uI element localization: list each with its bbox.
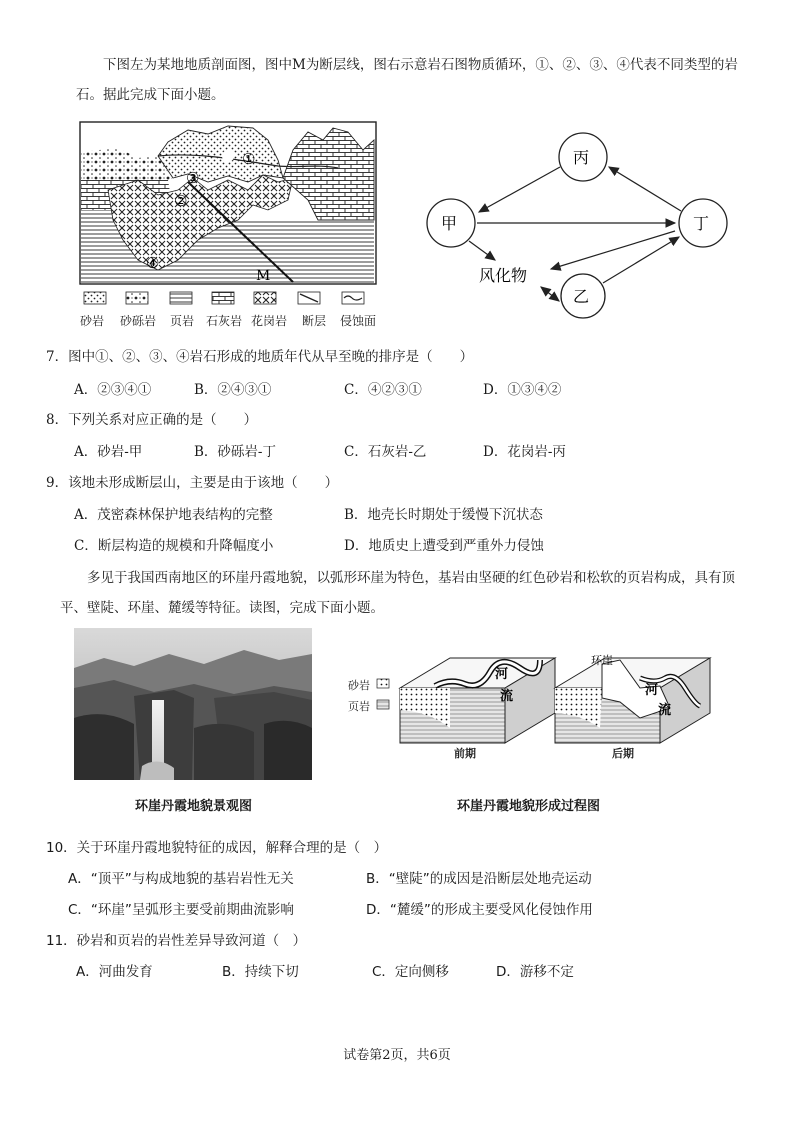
intro-paragraph-2: 多见于我国西南地区的环崖丹霞地貌，以弧形环崖为特色，基岩由坚硬的红色砂岩和松软的页岩构成，具有顶平、壁陡、环崖、麓缓等特征。读图，完成下面小题。	[60, 570, 735, 616]
intro-paragraph-1: 下图左为某地地质剖面图，图中M为断层线，图右示意岩石图物质循环，①、②、③、④代表不同类型的岩石。据此完成下面小题。	[76, 57, 738, 103]
geologic-cross-section	[78, 120, 380, 330]
question-8-stem: 8．下列关系对应正确的是（ ）	[46, 412, 258, 428]
q11-option-b[interactable]: B．持续下切	[222, 964, 299, 980]
marker-1: ①	[242, 150, 256, 168]
rock-cycle-diagram	[415, 125, 745, 320]
late-river-char-1: 河	[645, 683, 659, 698]
marker-3: ③	[186, 169, 200, 187]
q7-option-d[interactable]: D．①③④②	[483, 382, 562, 398]
node-jia: 甲	[441, 214, 458, 233]
late-river-char-2: 流	[658, 703, 672, 718]
node-ding: 丁	[693, 214, 710, 233]
question-11-stem: 11．砂岩和页岩的岩性差异导致河道（ ）	[46, 933, 307, 949]
q7-option-c[interactable]: C．④②③①	[344, 382, 422, 398]
legend-fault: 断层	[302, 314, 327, 328]
legend-erosion-surface: 侵蚀面	[340, 314, 377, 328]
q10-option-c[interactable]: C．“环崖”呈弧形主要受前期曲流影响	[68, 902, 294, 918]
early-river-char-1: 河	[495, 667, 509, 682]
marker-4: ④	[146, 254, 160, 272]
q7-option-a[interactable]: A．②③④①	[74, 382, 152, 398]
node-bing: 丙	[573, 148, 590, 167]
legend-sandstone: 砂岩	[80, 314, 105, 328]
q10-option-a[interactable]: A．“顶平”与构成地貌的基岩岩性无关	[68, 871, 294, 887]
q10-option-b[interactable]: B．“壁陡”的成因是沿断层处地壳运动	[366, 871, 592, 887]
q11-option-d[interactable]: D．游移不定	[496, 964, 574, 980]
node-yi: 乙	[573, 287, 590, 306]
legend-granite: 花岗岩	[251, 314, 288, 328]
q8-option-d[interactable]: D．花岗岩-丙	[483, 444, 566, 460]
node-weathering: 风化物	[479, 266, 528, 285]
q7-option-b[interactable]: B．②④③①	[194, 382, 272, 398]
q9-option-a[interactable]: A．茂密森林保护地表结构的完整	[74, 507, 273, 523]
q8-option-b[interactable]: B．砂砾岩-丁	[194, 444, 276, 460]
legend-conglomerate: 砂砾岩	[120, 314, 157, 328]
question-7-stem: 7．图中①、②、③、④岩石形成的地质年代从早至晚的排序是（ ）	[46, 349, 474, 365]
q9-option-c[interactable]: C．断层构造的规模和升降幅度小	[74, 538, 274, 554]
q9-option-b[interactable]: B．地壳长时期处于缓慢下沉状态	[344, 507, 543, 523]
cliff-label: 环崖	[591, 654, 613, 667]
question-10-stem: 10．关于环崖丹霞地貌特征的成因，解释合理的是（ ）	[46, 840, 388, 856]
question-9-stem: 9．该地未形成断层山，主要是由于该地（ ）	[46, 475, 339, 491]
late-stage-label: 后期	[612, 747, 634, 760]
danxia-landscape-photo	[74, 628, 312, 780]
q11-option-c[interactable]: C．定向侧移	[372, 964, 449, 980]
process-legend-shale: 页岩	[348, 700, 370, 713]
q10-option-d[interactable]: D．“麓缓”的形成主要受风化侵蚀作用	[366, 902, 593, 918]
photo-caption: 环崖丹霞地貌景观图	[135, 799, 253, 814]
early-stage-label: 前期	[454, 747, 476, 760]
danxia-formation-diagram	[340, 648, 720, 763]
legend-shale: 页岩	[170, 314, 195, 328]
q8-option-c[interactable]: C．石灰岩-乙	[344, 444, 427, 460]
page-footer: 试卷第2页，共6页	[343, 1048, 451, 1063]
process-legend-sandstone: 砂岩	[348, 679, 370, 692]
marker-2: ②	[174, 192, 188, 210]
early-river-char-2: 流	[500, 689, 514, 704]
fault-marker-m: M	[256, 268, 271, 284]
process-caption: 环崖丹霞地貌形成过程图	[457, 799, 601, 814]
legend-limestone: 石灰岩	[206, 314, 243, 328]
q8-option-a[interactable]: A．砂岩-甲	[74, 444, 143, 460]
q9-option-d[interactable]: D．地质史上遭受到严重外力侵蚀	[344, 538, 544, 554]
q11-option-a[interactable]: A．河曲发育	[76, 964, 153, 980]
